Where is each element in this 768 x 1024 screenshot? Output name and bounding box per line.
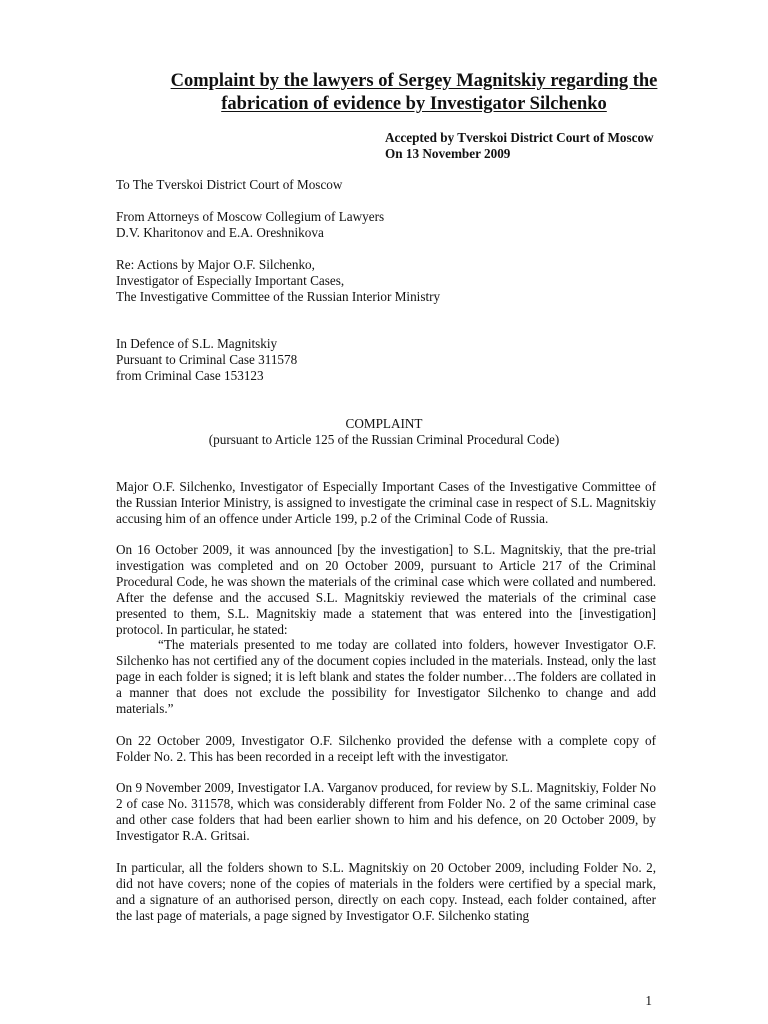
paragraph-4: On 9 November 2009, Investigator I.A. Varganov produced, for review by S.L. Magnitskiy, Folder No 2 of case No. 311578, which was considerably different from Folder No. 2 of the same criminal case and other case folders that had been earlier shown to him and his defence, on 20 October 2009, by Investigator R.A. Gritsai. [116, 780, 656, 843]
quoted-statement: “The materials presented to me today are collated into folders, however Investigator O.F. Silchenko has not certified any of the document copies included in the materials. Instead, only the last page in each folder is signed; it is left blank and states the folder number…The folders are collated in a manner that does not exclude the possibility for Investigator Silchenko to change and add materials.” [116, 637, 656, 716]
addressee [116, 177, 652, 193]
re-block [116, 257, 652, 305]
paragraph-5: In particular, all the folders shown to S.L. Magnitskiy on 20 October 2009, including Folder No. 2, did not have covers; none of the copies of materials in the folders were certified by a special mark, and a signature of an authorised person, directly on each copy. Instead, each folder contained, after the last page of materials, a page signed by Investigator O.F. Silchenko stating [116, 860, 656, 923]
defence-block [116, 336, 652, 384]
addressee-line: To The Tverskoi District Court of Moscow [116, 177, 343, 192]
paragraph-1: Major O.F. Silchenko, Investigator of Especially Important Cases of the Investigative Committee of the Russian Interior Ministry, is assigned to investigate the criminal case in respect of S.L. Magnitskiy accusing him of an offence under Article 199, p.2 of the Criminal Code of Russia. [116, 479, 656, 526]
re-line-2: Investigator of Especially Important Cases, [116, 273, 345, 288]
document-title [100, 70, 728, 116]
defence-line-1: In Defence of S.L. Magnitskiy [116, 336, 278, 351]
paragraph-3: On 22 October 2009, Investigator O.F. Silchenko provided the defense with a complete copy of Folder No. 2. This has been recorded in a receipt left with the investigator. [116, 733, 656, 764]
accepted-note [385, 130, 654, 162]
re-line-3: The Investigative Committee of the Russian Interior Ministry [116, 289, 441, 304]
title-line-2: fabrication of evidence by Investigator Silchenko [221, 94, 607, 114]
complaint-title: COMPLAINT [345, 416, 423, 431]
defence-line-3: from Criminal Case 153123 [116, 368, 264, 383]
from-line-2: D.V. Kharitonov and E.A. Oreshnikova [116, 225, 324, 240]
page-number: 1 [645, 993, 652, 1008]
complaint-heading [116, 416, 652, 448]
complaint-subtitle: (pursuant to Article 125 of the Russian Criminal Procedural Code) [208, 432, 560, 447]
re-line-1: Re: Actions by Major O.F. Silchenko, [116, 257, 315, 272]
title-line-1: Complaint by the lawyers of Sergey Magnitskiy regarding the [170, 71, 658, 91]
from-block [116, 209, 652, 241]
accepted-line-1: Accepted by Tverskoi District Court of Moscow [385, 130, 654, 145]
accepted-line-2: On 13 November 2009 [385, 146, 511, 161]
defence-line-2: Pursuant to Criminal Case 311578 [116, 352, 298, 367]
paragraph-2: On 16 October 2009, it was announced [by the investigation] to S.L. Magnitskiy, that the pre-trial investigation was completed and on 20 October 2009, pursuant to Article 217 of the Criminal Procedural Code, he was shown the materials of the criminal case which were collated and numbered. After the defense and the accused S.L. Magnitskiy reviewed the materials of the criminal case presented to them, S.L. Magnitskiy made a statement that was entered into the [investigation] protocol. In particular, he stated: [116, 542, 656, 637]
from-line-1: From Attorneys of Moscow Collegium of Lawyers [116, 209, 385, 224]
